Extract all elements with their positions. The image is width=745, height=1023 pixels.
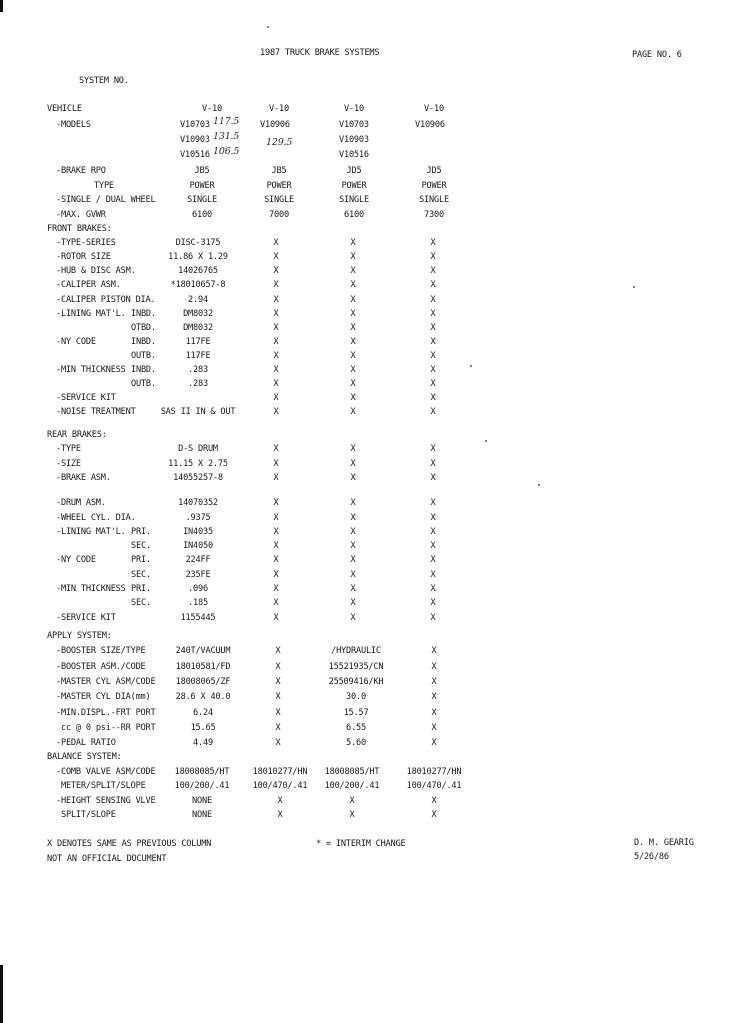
same-as-previous-mark: X (430, 472, 436, 483)
same-as-previous-mark: X (350, 569, 356, 580)
handwritten-note: 131.5 (213, 131, 240, 142)
same-as-previous-mark: X (273, 393, 279, 404)
row-label: -BOOSTER SIZE/TYPE (56, 646, 146, 657)
row-label: -HEIGHT SENSING VLVE (56, 795, 156, 806)
row-value: 14026765 (178, 266, 218, 277)
row-value: 5.60 (346, 738, 366, 749)
same-as-previous-mark: X (350, 512, 356, 523)
same-as-previous-mark: X (273, 336, 279, 347)
section-heading: BALANCE SYSTEM: (47, 752, 122, 762)
model-code: V10516 (339, 150, 369, 160)
row-value: X (275, 738, 281, 749)
row-value: IN4050 (183, 541, 213, 552)
row-label: -TYPE (56, 444, 81, 455)
row-value: X (275, 646, 281, 657)
row-value: NONE (192, 795, 212, 806)
same-as-previous-mark: X (273, 294, 279, 305)
same-as-previous-mark: X (273, 541, 279, 552)
row-value: X (275, 661, 281, 672)
row-value: POWER (421, 181, 447, 191)
same-as-previous-mark: X (273, 266, 279, 277)
same-as-previous-mark: X (350, 541, 356, 552)
same-as-previous-mark: X (430, 444, 436, 455)
row-sublabel: INBD. (131, 308, 156, 319)
model-code: V10703 (339, 120, 369, 130)
row-label: -COMB VALVE ASM/CODE (56, 766, 156, 777)
row-value: .283 (188, 379, 208, 390)
model-code: V10903 (339, 135, 369, 145)
footer-disclaimer: NOT AN OFFICIAL DOCUMENT (47, 854, 167, 864)
row-sublabel: OTBD. (131, 322, 156, 333)
same-as-previous-mark: X (430, 458, 436, 469)
same-as-previous-mark: X (273, 612, 279, 623)
row-value: X (275, 707, 281, 718)
row-value: SINGLE (419, 195, 449, 205)
same-as-previous-mark: X (430, 350, 436, 361)
scan-speck (267, 26, 269, 28)
row-value: 14070352 (178, 498, 218, 509)
same-as-previous-mark: X (273, 458, 279, 469)
row-value: 100/200/.41 (174, 781, 230, 791)
row-label: -WHEEL CYL. DIA. (56, 512, 136, 523)
row-value: 117FE (185, 350, 211, 361)
same-as-previous-mark: X (350, 472, 356, 483)
row-value: 7000 (269, 210, 289, 220)
same-as-previous-mark: X (430, 379, 436, 390)
row-value: 6.24 (193, 707, 213, 718)
row-sublabel: INBD. (131, 365, 156, 375)
row-value: NONE (192, 810, 212, 820)
same-as-previous-mark: X (430, 555, 436, 566)
row-value: 6100 (344, 210, 364, 220)
row-value: X (431, 661, 437, 672)
row-value: POWER (341, 181, 367, 191)
row-sublabel: INBD. (131, 336, 156, 347)
row-value: 117FE (185, 336, 211, 347)
row-label: -BOOSTER ASM./CODE (56, 661, 146, 672)
document-date: 5/26/86 (634, 852, 669, 862)
same-as-previous-mark: X (350, 350, 356, 361)
same-as-previous-mark: X (273, 569, 279, 580)
row-label: -SIZE (56, 458, 81, 469)
same-as-previous-mark: X (273, 280, 279, 291)
row-value: X (431, 676, 437, 687)
same-as-previous-mark: X (350, 294, 356, 305)
scan-edge-mark-top (0, 0, 3, 12)
same-as-previous-mark: X (350, 322, 356, 333)
row-value: X (277, 795, 283, 806)
row-label: -LINING MAT'L. (56, 308, 126, 319)
row-value: 30.0 (346, 692, 366, 703)
vehicle-label: VEHICLE (47, 104, 82, 114)
same-as-previous-mark: X (273, 407, 279, 418)
row-value: X (277, 810, 283, 820)
same-as-previous-mark: X (430, 266, 436, 277)
row-value: X (349, 810, 355, 820)
row-value: 2.94 (188, 294, 208, 305)
row-label: -SINGLE / DUAL WHEEL (56, 195, 156, 205)
row-value: JB5 (271, 166, 287, 176)
footer-note: X DENOTES SAME AS PREVIOUS COLUMN (47, 839, 212, 849)
column-header: V-10 (202, 104, 222, 114)
row-label: -CALIPER ASM. (56, 280, 121, 291)
scan-speck (470, 365, 472, 367)
row-label: -TYPE-SERIES (56, 238, 116, 249)
same-as-previous-mark: X (273, 512, 279, 523)
row-sublabel: OUTB. (131, 379, 156, 390)
same-as-previous-mark: X (430, 598, 436, 609)
row-value: 240T/VACUUM (175, 646, 231, 657)
row-sublabel: SEC. (131, 541, 151, 552)
page-number: PAGE NO. 6 (632, 50, 682, 60)
row-value: JD5 (346, 166, 362, 176)
same-as-previous-mark: X (273, 308, 279, 319)
row-value: X (431, 646, 437, 657)
row-label: -NY CODE (56, 555, 96, 566)
row-label: -SERVICE KIT (56, 612, 116, 623)
same-as-previous-mark: X (350, 336, 356, 347)
system-no-label: SYSTEM NO. (79, 76, 129, 86)
models-label: -MODELS (56, 120, 91, 130)
row-value: 15.65 (190, 722, 216, 733)
row-sublabel: SEC. (131, 598, 151, 609)
same-as-previous-mark: X (430, 308, 436, 319)
row-value: SINGLE (339, 195, 369, 205)
row-value: X (275, 692, 281, 703)
same-as-previous-mark: X (350, 365, 356, 375)
model-code: V10906 (260, 120, 290, 130)
row-value: X (431, 738, 437, 749)
model-code: V10903 (180, 135, 210, 145)
row-value: X (431, 692, 437, 703)
same-as-previous-mark: X (350, 308, 356, 319)
column-header: V-10 (424, 104, 444, 114)
same-as-previous-mark: X (350, 498, 356, 509)
section-heading: FRONT BRAKES: (47, 224, 112, 234)
row-sublabel: PRI. (131, 555, 151, 566)
section-heading: APPLY SYSTEM: (47, 631, 112, 641)
row-value: SINGLE (187, 195, 217, 205)
row-value: .283 (188, 365, 208, 375)
row-label: -MAX. GVWR (56, 210, 106, 220)
row-value: X (431, 707, 437, 718)
same-as-previous-mark: X (273, 584, 279, 594)
row-value: 7300 (424, 210, 444, 220)
row-label: -MASTER CYL ASM/CODE (56, 676, 156, 687)
same-as-previous-mark: X (350, 598, 356, 609)
section-heading: REAR BRAKES: (47, 430, 107, 440)
row-value: 28.6 X 40.0 (175, 692, 231, 703)
same-as-previous-mark: X (273, 472, 279, 483)
row-value: POWER (189, 181, 215, 191)
row-value: X (275, 722, 281, 733)
row-value: X (275, 676, 281, 687)
same-as-previous-mark: X (350, 458, 356, 469)
row-value: DISC-3175 (175, 238, 221, 249)
same-as-previous-mark: X (350, 526, 356, 537)
same-as-previous-mark: X (273, 252, 279, 263)
same-as-previous-mark: X (430, 280, 436, 291)
row-label: -BRAKE RPO (56, 166, 106, 176)
row-label: -MIN THICKNESS (56, 584, 126, 594)
row-value: POWER (266, 181, 292, 191)
same-as-previous-mark: X (350, 238, 356, 249)
same-as-previous-mark: X (430, 336, 436, 347)
same-as-previous-mark: X (430, 407, 436, 418)
row-value: 235FE (185, 569, 211, 580)
row-value: X (349, 795, 355, 806)
same-as-previous-mark: X (430, 238, 436, 249)
row-value: .185 (188, 598, 208, 609)
same-as-previous-mark: X (350, 612, 356, 623)
row-value: 6.55 (346, 722, 366, 733)
row-label: -PEDAL RATIO (56, 738, 116, 749)
column-header: V-10 (344, 104, 364, 114)
document-title: 1987 TRUCK BRAKE SYSTEMS (260, 48, 380, 58)
row-value: 15.57 (343, 707, 369, 718)
model-code: V10906 (415, 120, 445, 130)
same-as-previous-mark: X (273, 238, 279, 249)
same-as-previous-mark: X (430, 584, 436, 594)
handwritten-note: 117.5 (213, 116, 240, 127)
row-value: 18010581/FD (175, 661, 231, 672)
row-value: DM8032 (183, 308, 213, 319)
row-label: -MASTER CYL DIA(mm) (56, 692, 151, 703)
row-value: .096 (188, 584, 208, 594)
scan-edge-mark-bottom (0, 965, 3, 1023)
same-as-previous-mark: X (430, 294, 436, 305)
row-value: 100/470/.41 (406, 781, 462, 791)
same-as-previous-mark: X (273, 350, 279, 361)
row-value: SINGLE (264, 195, 294, 205)
handwritten-note: 129.5 (266, 137, 293, 148)
row-value: 25509416/KH (328, 676, 384, 687)
row-value: 18008065/ZF (175, 676, 231, 687)
row-value: 18008085/HT (324, 766, 380, 777)
row-value: /HYDRAULIC (331, 646, 381, 657)
row-value: X (431, 795, 437, 806)
row-value: X (431, 722, 437, 733)
row-sublabel: PRI. (131, 584, 151, 594)
same-as-previous-mark: X (350, 379, 356, 390)
row-value: D-S DRUM (178, 444, 218, 455)
row-value: JB5 (194, 166, 210, 176)
same-as-previous-mark: X (350, 280, 356, 291)
same-as-previous-mark: X (350, 444, 356, 455)
row-value: DM8032 (183, 322, 213, 333)
row-value: 14055257-8 (173, 472, 223, 483)
same-as-previous-mark: X (430, 569, 436, 580)
scan-speck (485, 440, 487, 442)
row-value: X (431, 810, 437, 820)
scan-speck (538, 484, 540, 486)
row-value: .9375 (185, 512, 211, 523)
column-header: V-10 (269, 104, 289, 114)
same-as-previous-mark: X (273, 365, 279, 375)
same-as-previous-mark: X (430, 526, 436, 537)
same-as-previous-mark: X (273, 444, 279, 455)
row-value: 1155445 (180, 612, 216, 623)
row-value: 18010277/HN (406, 766, 462, 777)
row-label: -MIN.DISPL.-FRT PORT (56, 707, 156, 718)
row-value: 11.15 X 2.75 (168, 458, 228, 469)
same-as-previous-mark: X (350, 584, 356, 594)
same-as-previous-mark: X (430, 322, 436, 333)
row-label: -MIN THICKNESS (56, 365, 126, 375)
row-value: 11.86 X 1.29 (168, 252, 228, 263)
row-label: -LINING MAT'L. (56, 526, 126, 537)
same-as-previous-mark: X (350, 252, 356, 263)
same-as-previous-mark: X (350, 555, 356, 566)
scan-speck (633, 286, 635, 288)
same-as-previous-mark: X (273, 598, 279, 609)
row-value: 18008085/HT (174, 766, 230, 777)
same-as-previous-mark: X (350, 393, 356, 404)
row-label: -BRAKE ASM. (56, 472, 111, 483)
same-as-previous-mark: X (273, 498, 279, 509)
row-value: 100/470/.41 (252, 781, 308, 791)
row-value: 15521935/CN (328, 661, 384, 672)
row-label: cc @ 0 psi--RR PORT (61, 722, 156, 733)
same-as-previous-mark: X (350, 266, 356, 277)
row-sublabel: SEC. (131, 569, 151, 580)
row-label: -NY CODE (56, 336, 96, 347)
row-label: -DRUM ASM. (56, 498, 106, 509)
row-label: -ROTOR SIZE (56, 252, 111, 263)
row-value: 224FF (185, 555, 211, 566)
same-as-previous-mark: X (430, 365, 436, 375)
same-as-previous-mark: X (350, 407, 356, 418)
same-as-previous-mark: X (430, 612, 436, 623)
interim-note: * = INTERIM CHANGE (316, 839, 406, 849)
row-value: SAS II IN & OUT (160, 407, 236, 418)
same-as-previous-mark: X (273, 322, 279, 333)
same-as-previous-mark: X (430, 252, 436, 263)
row-label: TYPE (94, 181, 114, 191)
same-as-previous-mark: X (430, 541, 436, 552)
row-label: SPLIT/SLOPE (61, 810, 116, 820)
same-as-previous-mark: X (273, 526, 279, 537)
row-label: -CALIPER PISTON DIA. (56, 294, 156, 305)
row-value: 100/200/.41 (324, 781, 380, 791)
row-label: -NOISE TREATMENT (56, 407, 136, 418)
same-as-previous-mark: X (273, 379, 279, 390)
row-value: IN4035 (183, 526, 213, 537)
same-as-previous-mark: X (273, 555, 279, 566)
row-sublabel: PRI. (131, 526, 151, 537)
row-value: 4.49 (193, 738, 213, 749)
same-as-previous-mark: X (430, 498, 436, 509)
handwritten-note: 106.5 (213, 146, 240, 157)
row-sublabel: OUTB. (131, 350, 156, 361)
same-as-previous-mark: X (430, 393, 436, 404)
row-value: 18010277/HN (252, 766, 308, 777)
same-as-previous-mark: X (430, 512, 436, 523)
row-value: 6100 (192, 210, 212, 220)
row-label: -SERVICE KIT (56, 393, 116, 404)
model-code: V10703 (180, 120, 210, 130)
row-label: -HUB & DISC ASM. (56, 266, 136, 277)
row-value: JD5 (426, 166, 442, 176)
model-code: V10516 (180, 150, 210, 160)
row-label: METER/SPLIT/SLOPE (61, 781, 146, 791)
author-name: D. M. GEARIG (634, 838, 694, 848)
row-value: *18010657-8 (170, 280, 226, 291)
